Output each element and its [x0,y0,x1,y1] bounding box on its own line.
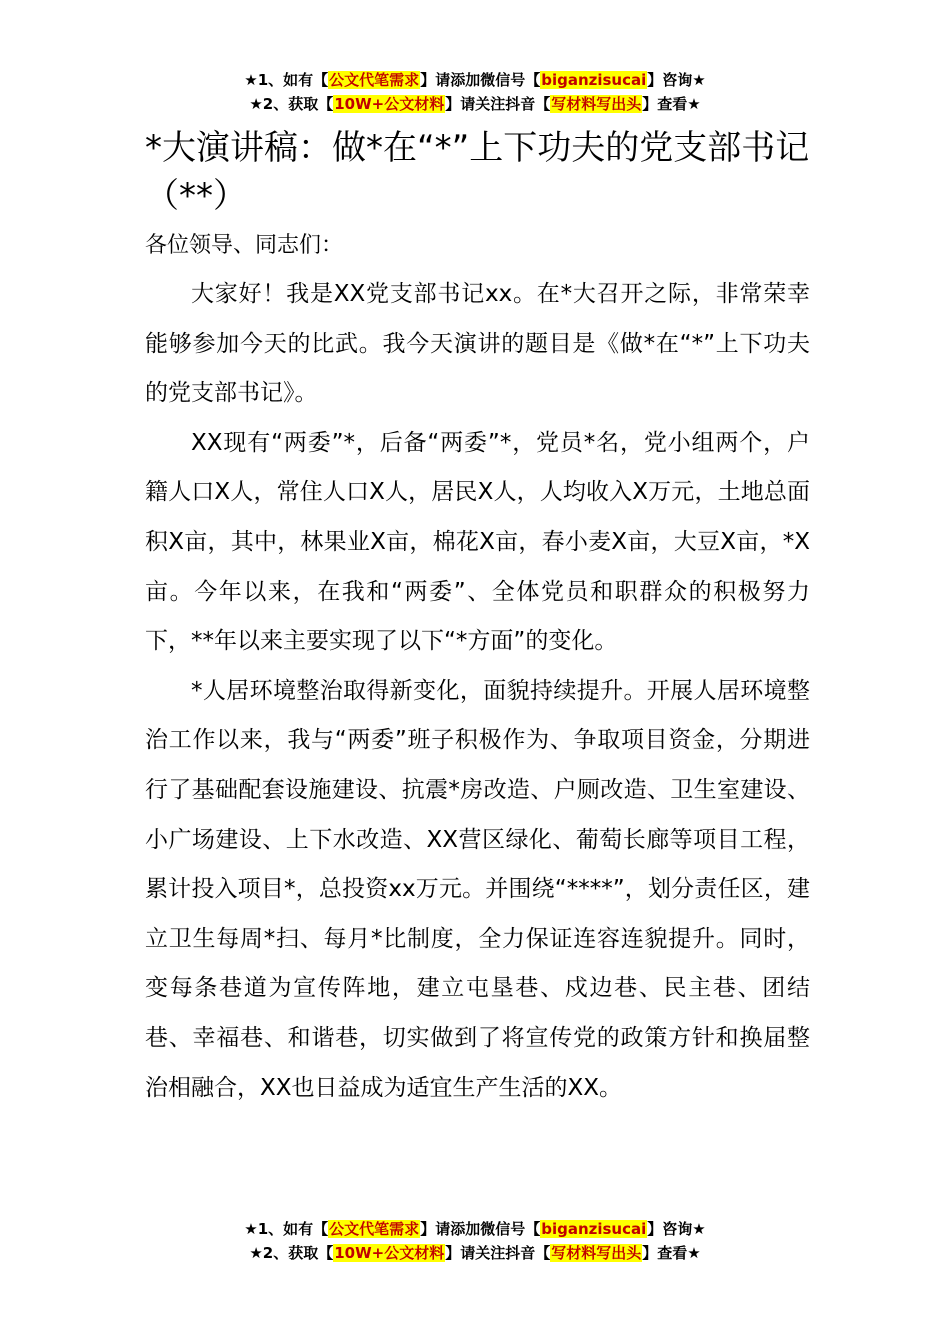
salutation: 各位领导、同志们： [145,233,344,258]
banner-highlight-douyin: 写材料写出头 [551,95,642,113]
banner-text: 】请关注抖音【 [445,1244,551,1262]
banner-text: 】请添加微信号【 [420,71,541,89]
banner-highlight: 10W+公文材料 [334,1244,445,1262]
top-banner [0,68,950,116]
banner-text: ★1、如有【 [244,1220,329,1238]
banner-text: ★2、获取【 [249,1244,334,1262]
banner-highlight-wechat: biganzisucai [541,71,647,89]
banner-text: ★1、如有【 [244,71,329,89]
banner-line-1 [0,68,950,92]
paragraph: 大家好！我是XX党支部书记xx。在*大召开之际，非常荣幸能够参加今天的比武。我今天演讲的题目是《做*在“*”上下功夫的党支部书记》。 [145,281,810,407]
banner-text: 】咨询★ [647,71,706,89]
bottom-banner [0,1217,950,1265]
banner-highlight: 公文代笔需求 [329,71,420,89]
banner-highlight: 10W+公文材料 [334,95,445,113]
banner-line-2 [0,92,950,116]
banner-text: 】咨询★ [647,1220,706,1238]
banner-highlight-douyin: 写材料写出头 [551,1244,642,1262]
banner-line-2 [0,1241,950,1265]
document-title: *大演讲稿：做*在“*”上下功夫的党支部书记（**） [145,128,810,216]
banner-text: ★2、获取【 [249,95,334,113]
banner-line-1 [0,1217,950,1241]
paragraph: *人居环境整治取得新变化，面貌持续提升。开展人居环境整治工作以来，我与“两委”班子积极作为、争取项目资金，分期进行了基础配套设施建设、抗震*房改造、户厕改造、卫生室建设、小广场建设、上下水改造、XX营区绿化、葡萄长廊等项目工程，累计投入项目*，总投资xx万元。并围绕“****”，划分责任区，建立卫生每周*扫、每月*比制度，全力保证连容连貌提升。同时，变每条巷道为宣传阵地，建立屯垦巷、戍边巷、民主巷、团结巷、幸福巷、和谐巷，切实做到了将宣传党的政策方针和换届整治相融合，XX也日益成为适宜生产生活的XX。 [145,677,810,1101]
banner-text: 】请添加微信号【 [420,1220,541,1238]
banner-text: 】查看★ [642,95,701,113]
banner-text: 】查看★ [642,1244,701,1262]
banner-text: 】请关注抖音【 [445,95,551,113]
banner-highlight: 公文代笔需求 [329,1220,420,1238]
paragraph: XX现有“两委”*，后备“两委”*，党员*名，党小组两个，户籍人口X人，常住人口X人，居民X人，人均收入X万元，土地总面积X亩，其中，林果业X亩，棉花X亩，春小麦X亩，大豆X亩，*X亩。今年以来，在我和“两委”、全体党员和职群众的积极努力下，**年以来主要实现了以下“*方面”的变化。 [145,429,810,655]
banner-highlight-wechat: biganzisucai [541,1220,647,1238]
document-body [145,124,810,1113]
